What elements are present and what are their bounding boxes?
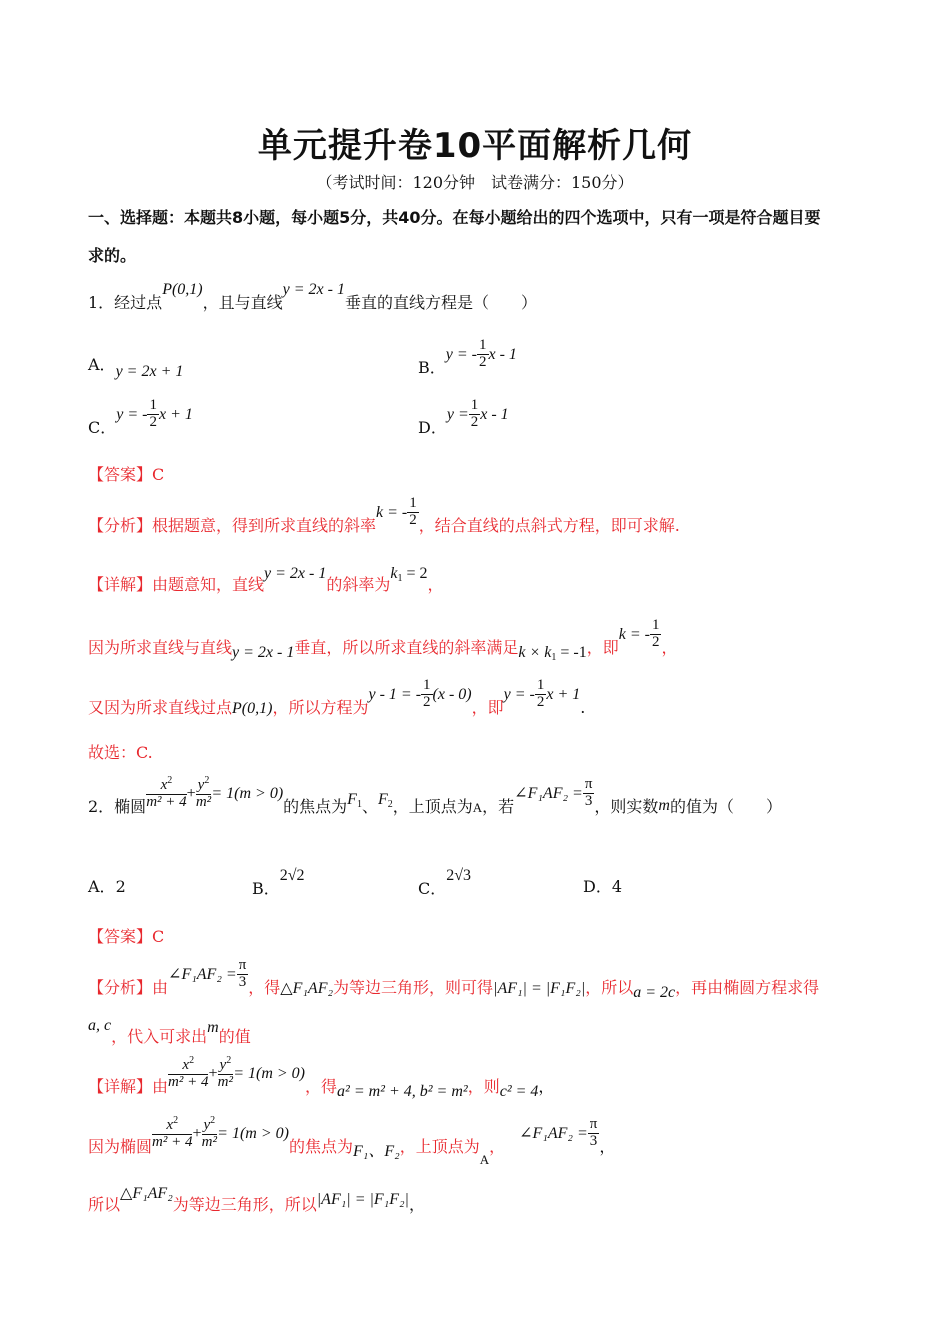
triangle-expr: △F₁AF₂: [120, 1185, 173, 1202]
detail-text: 为等边三角形，所以: [172, 1195, 317, 1214]
analysis-text: 根据题意，得到所求直线的斜率: [152, 515, 377, 535]
detail-text: ，: [661, 637, 678, 657]
line-equation: y = 2x - 1: [264, 565, 327, 582]
analysis-text: ，结合直线的点斜式方程，即可求解.: [418, 515, 680, 535]
q2-stem-text: ，则实数: [594, 796, 659, 816]
q2-stem-text: 的焦点为: [283, 796, 348, 816]
q1-option-d-expr-pre: y =: [446, 405, 469, 423]
q1-conclusion: 故选：C.: [88, 743, 153, 762]
q1-option-d[interactable]: [418, 397, 509, 437]
y-var: y: [197, 777, 205, 793]
angle-expr: ∠F₁AF₂ =: [168, 965, 237, 983]
fraction-numerator: 1: [651, 617, 660, 633]
exam-info: （考试时间：120分钟 试卷满分：150分）: [316, 173, 634, 192]
q2-analysis-line1: [88, 957, 820, 1001]
q2-answer: [88, 924, 164, 947]
fraction-denominator: 3: [584, 792, 593, 809]
answer-value: C: [152, 927, 165, 946]
section-heading-line1: 一、选择题：本题共8小题，每小题5分，共40分。在每小题给出的四个选项中，只有一项是符合题目要: [88, 208, 821, 227]
fraction-denominator: 2: [536, 693, 545, 710]
analysis-tag: 【分析】: [88, 977, 153, 997]
detail-text: ，即: [586, 637, 619, 657]
fraction-numerator: 1: [409, 495, 417, 511]
slope-expr: k = -: [618, 625, 650, 643]
analysis-text: ，所以: [585, 977, 634, 997]
fraction-numerator: π: [238, 957, 247, 973]
analysis-tag: 【分析】: [88, 515, 153, 535]
fraction-pi-3: [588, 1117, 600, 1150]
q1-option-b-expr-post: x - 1: [488, 345, 517, 363]
detail-text: ，则: [467, 1076, 500, 1096]
q2-stem: 2．椭圆 $\frac{x^2}{\text{m² + 4}}+$ $\frac{y^2}{\text{m²}}= 1(m > 0)$的焦点为$F_1$、$F_2$，上顶点为$_A$，若∠F₁AF₂ = $\frac{\pi}{3}$ ，则实数m的值为（ ）: [88, 775, 782, 816]
detail-text: ，: [538, 1076, 555, 1096]
slope-product-value: = -1: [556, 643, 587, 661]
fraction-denominator: 2: [651, 633, 660, 650]
answer-tag: 【答案】: [88, 465, 153, 484]
foci: F₁、F₂: [353, 1142, 400, 1160]
point-slope-eq-pre: y - 1 = -: [368, 685, 422, 703]
analysis-text: 由: [152, 977, 169, 997]
page-title: 单元提升卷10平面解析几何: [257, 126, 693, 166]
q1-line-equation: y = 2x - 1: [282, 281, 345, 298]
detail-text: 的斜率为: [326, 575, 391, 594]
option-label: C．: [88, 417, 117, 437]
detail-tag: 【详解】: [88, 575, 153, 594]
q2-option-a[interactable]: [88, 874, 126, 897]
focus-f1: $F_1$: [347, 790, 362, 810]
ellipse-y-term: $\frac{y^2}{\text{m²}}$: [217, 1055, 234, 1090]
analysis-text: ，再由椭圆方程求得: [675, 977, 820, 997]
q1-detail-line3: [88, 677, 586, 717]
option-label: B．: [252, 879, 280, 898]
q1-stem: [88, 281, 537, 313]
analysis-text: 为等边三角形，则可得: [333, 977, 494, 997]
q2-stem-text: ，若: [482, 796, 515, 816]
q2-stem-text: 的值为（ ）: [669, 796, 782, 816]
option-label: A．: [88, 355, 116, 374]
detail-text: ，得: [305, 1076, 338, 1096]
q1-stem-tail: 垂直的直线方程是（ ）: [344, 293, 537, 312]
ellipse-rhs: = 1(m > 0): [211, 784, 284, 802]
option-label: D．: [583, 877, 612, 896]
q1-option-c[interactable]: [88, 397, 193, 437]
detail-text: 由题意知，直线: [152, 575, 265, 594]
fraction-pi-3: [237, 958, 249, 991]
q1-option-b[interactable]: [418, 337, 517, 377]
detail-text: ，: [599, 1136, 616, 1156]
q2-stem-text: ，上顶点为: [392, 796, 473, 816]
fraction-numerator: π: [589, 1116, 598, 1132]
focus-f2: $F_2$: [377, 790, 393, 810]
option-label: B．: [418, 357, 446, 377]
fraction-half: [421, 678, 433, 711]
detail-text: ，: [489, 1136, 506, 1156]
q2-option-b[interactable]: [252, 862, 305, 898]
q2-number: 2．椭圆: [88, 796, 147, 816]
c-value: c² = 4: [499, 1082, 539, 1100]
fraction-pi-3: [583, 777, 595, 810]
var-m: m: [207, 1019, 219, 1036]
q1-option-a-expr: y = 2x + 1: [115, 363, 184, 380]
q1-detail-line2: 因为所求直线与直线y = 2x - 1垂直，所以所求直线的斜率满足$k \times k_1 = -1$，即k = - $\frac{1}{2}$ ，: [88, 617, 678, 663]
q1-number: 1．经过点: [88, 293, 163, 312]
option-label: C．: [418, 879, 447, 898]
option-label: D．: [418, 417, 447, 437]
ellipse-rhs: = 1(m > 0): [217, 1124, 289, 1142]
fraction-numerator: 1: [536, 677, 545, 693]
slope-product: k × k: [518, 643, 552, 661]
a-c-relation: a = 2c: [633, 983, 676, 1001]
detail-text: ，: [408, 1195, 425, 1214]
detail-text: ，上顶点为: [399, 1136, 480, 1156]
fraction-numerator: 1: [423, 677, 431, 693]
result-eq-pre: y = -: [503, 685, 535, 703]
q2-option-d[interactable]: [583, 874, 622, 897]
vertex-a: A: [472, 799, 483, 815]
q1-option-b-expr-pre: y = -: [445, 345, 477, 363]
fraction-half: [469, 398, 481, 431]
ellipse-x-term: $\frac{x^2}{\text{m² + 4}}$: [152, 1115, 193, 1150]
separator: 、: [361, 796, 378, 816]
line-equation: y = 2x - 1: [232, 643, 295, 661]
fraction-numerator: 1: [479, 337, 487, 353]
triangle-expr: △F₁AF₂: [280, 979, 334, 997]
detail-tag: 【详解】: [88, 1076, 153, 1096]
answer-value: C: [152, 465, 165, 484]
point-slope-eq-post: (x - 0): [432, 685, 472, 703]
ellipse-rhs: = 1(m > 0): [233, 1064, 305, 1082]
answer-tag: 【答案】: [88, 927, 153, 946]
fraction-denominator: 3: [238, 973, 247, 990]
detail-text: 又因为所求直线过点: [88, 697, 233, 717]
ellipse-x-term: $\frac{x^2}{\text{m² + 4}}$: [168, 1055, 209, 1090]
detail-text: ，所以方程为: [272, 697, 369, 717]
angle-expr: ∠F₁AF₂ =: [514, 784, 583, 802]
q2-analysis-line2: [88, 1017, 251, 1046]
q1-option-a[interactable]: [88, 352, 184, 380]
q1-option-d-expr-post: x - 1: [480, 405, 509, 423]
a-b-values: a² = m² + 4, b² = m²: [337, 1082, 468, 1100]
fraction-half: [477, 338, 489, 371]
vars-a-c: a, c: [88, 1017, 112, 1034]
q2-detail-line1: 【详解】由 $\frac{x^2}{\text{m² + 4}}+$ $\frac{y^2}{\text{m²}}= 1(m > 0)$，得a² = m² + 4, b² = m²，则c² = 4，: [88, 1055, 555, 1100]
q1-answer: [88, 462, 164, 485]
slope-symbol: k: [390, 565, 398, 582]
fraction-denominator: 2: [479, 353, 487, 370]
detail-text: ，即: [471, 697, 504, 717]
fraction-numerator: 1: [149, 397, 157, 413]
q2-option-a-value: 2: [115, 877, 126, 896]
fraction-denominator: 2: [423, 693, 431, 710]
fraction-denominator: 3: [589, 1132, 598, 1149]
detail-text: 的焦点为: [288, 1136, 353, 1156]
vertex-a: A: [479, 1151, 490, 1167]
result-eq-post: x + 1: [546, 685, 581, 703]
detail-text: 因为椭圆: [88, 1136, 153, 1156]
fraction-denominator: 2: [409, 511, 417, 528]
detail-text: 所以: [88, 1195, 121, 1214]
fraction-denominator: 2: [149, 413, 157, 430]
slope-value: = 2: [402, 565, 428, 582]
detail-text: ，: [427, 575, 444, 594]
q2-detail-line2: 因为椭圆 $\frac{x^2}{\text{m² + 4}}+$ $\frac{y^2}{\text{m²}}= 1(m > 0)$的焦点为F₁、F₂，上顶点为$_A$，∠F₁AF₂ = $\frac{\pi}{3}$ ，: [88, 1115, 616, 1167]
q2-option-c[interactable]: [418, 862, 472, 898]
q1-point: P(0,1): [162, 281, 203, 298]
ellipse-y-term: $\frac{y^2}{\text{m²}}$: [195, 775, 212, 810]
equal-sides-expr: |AF₁| = |F₁F₂|: [316, 1191, 409, 1208]
detail-text: 由: [152, 1076, 169, 1096]
fraction-half: [407, 496, 419, 529]
q1-option-c-expr-pre: y = -: [116, 405, 148, 423]
section-heading-line2: 求的。: [88, 246, 137, 265]
q1-detail-line1: 【详解】由题意知，直线y = 2x - 1的斜率为$k_1 = 2$，: [88, 565, 444, 594]
x-var: x: [160, 777, 168, 793]
q1-analysis: [88, 495, 680, 535]
var-m: m: [658, 796, 670, 814]
analysis-text: ，代入可求出: [111, 1027, 208, 1046]
analysis-text: ，得: [248, 977, 281, 997]
slope-expr: k = -: [376, 503, 408, 521]
point: P(0,1): [232, 699, 273, 717]
q2-option-d-value: 4: [611, 877, 623, 896]
angle-expr: ∠F₁AF₂ =: [519, 1124, 588, 1142]
detail-text: .: [580, 697, 586, 717]
ellipse-x-term: $\frac{x^2}{\text{m² + 4}}$: [146, 775, 187, 810]
fraction-half: [147, 398, 159, 431]
fraction-numerator: π: [584, 776, 593, 792]
q2-option-b-value: 2√2: [279, 867, 305, 884]
detail-text: 垂直，所以所求直线的斜率满足: [294, 637, 519, 657]
detail-text: 因为所求直线与直线: [88, 637, 233, 657]
q1-option-c-expr-post: x + 1: [158, 405, 193, 423]
analysis-text: 的值: [218, 1027, 251, 1046]
fraction-numerator: 1: [470, 397, 479, 413]
y-denominator: m²: [195, 793, 212, 810]
q1-stem-mid: ，且与直线: [202, 293, 283, 312]
fraction-half: [535, 678, 547, 711]
ellipse-y-term: $\frac{y^2}{\text{m²}}$: [201, 1115, 217, 1150]
q2-detail-line3: [88, 1185, 425, 1215]
x-denominator: m² + 4: [146, 793, 187, 810]
fraction-half: [650, 618, 662, 651]
fraction-denominator: 2: [470, 413, 479, 430]
equal-sides-expr: |AF₁| = |F₁F₂|: [493, 979, 586, 997]
option-label: A．: [88, 877, 116, 896]
q2-option-c-value: 2√3: [446, 867, 472, 884]
